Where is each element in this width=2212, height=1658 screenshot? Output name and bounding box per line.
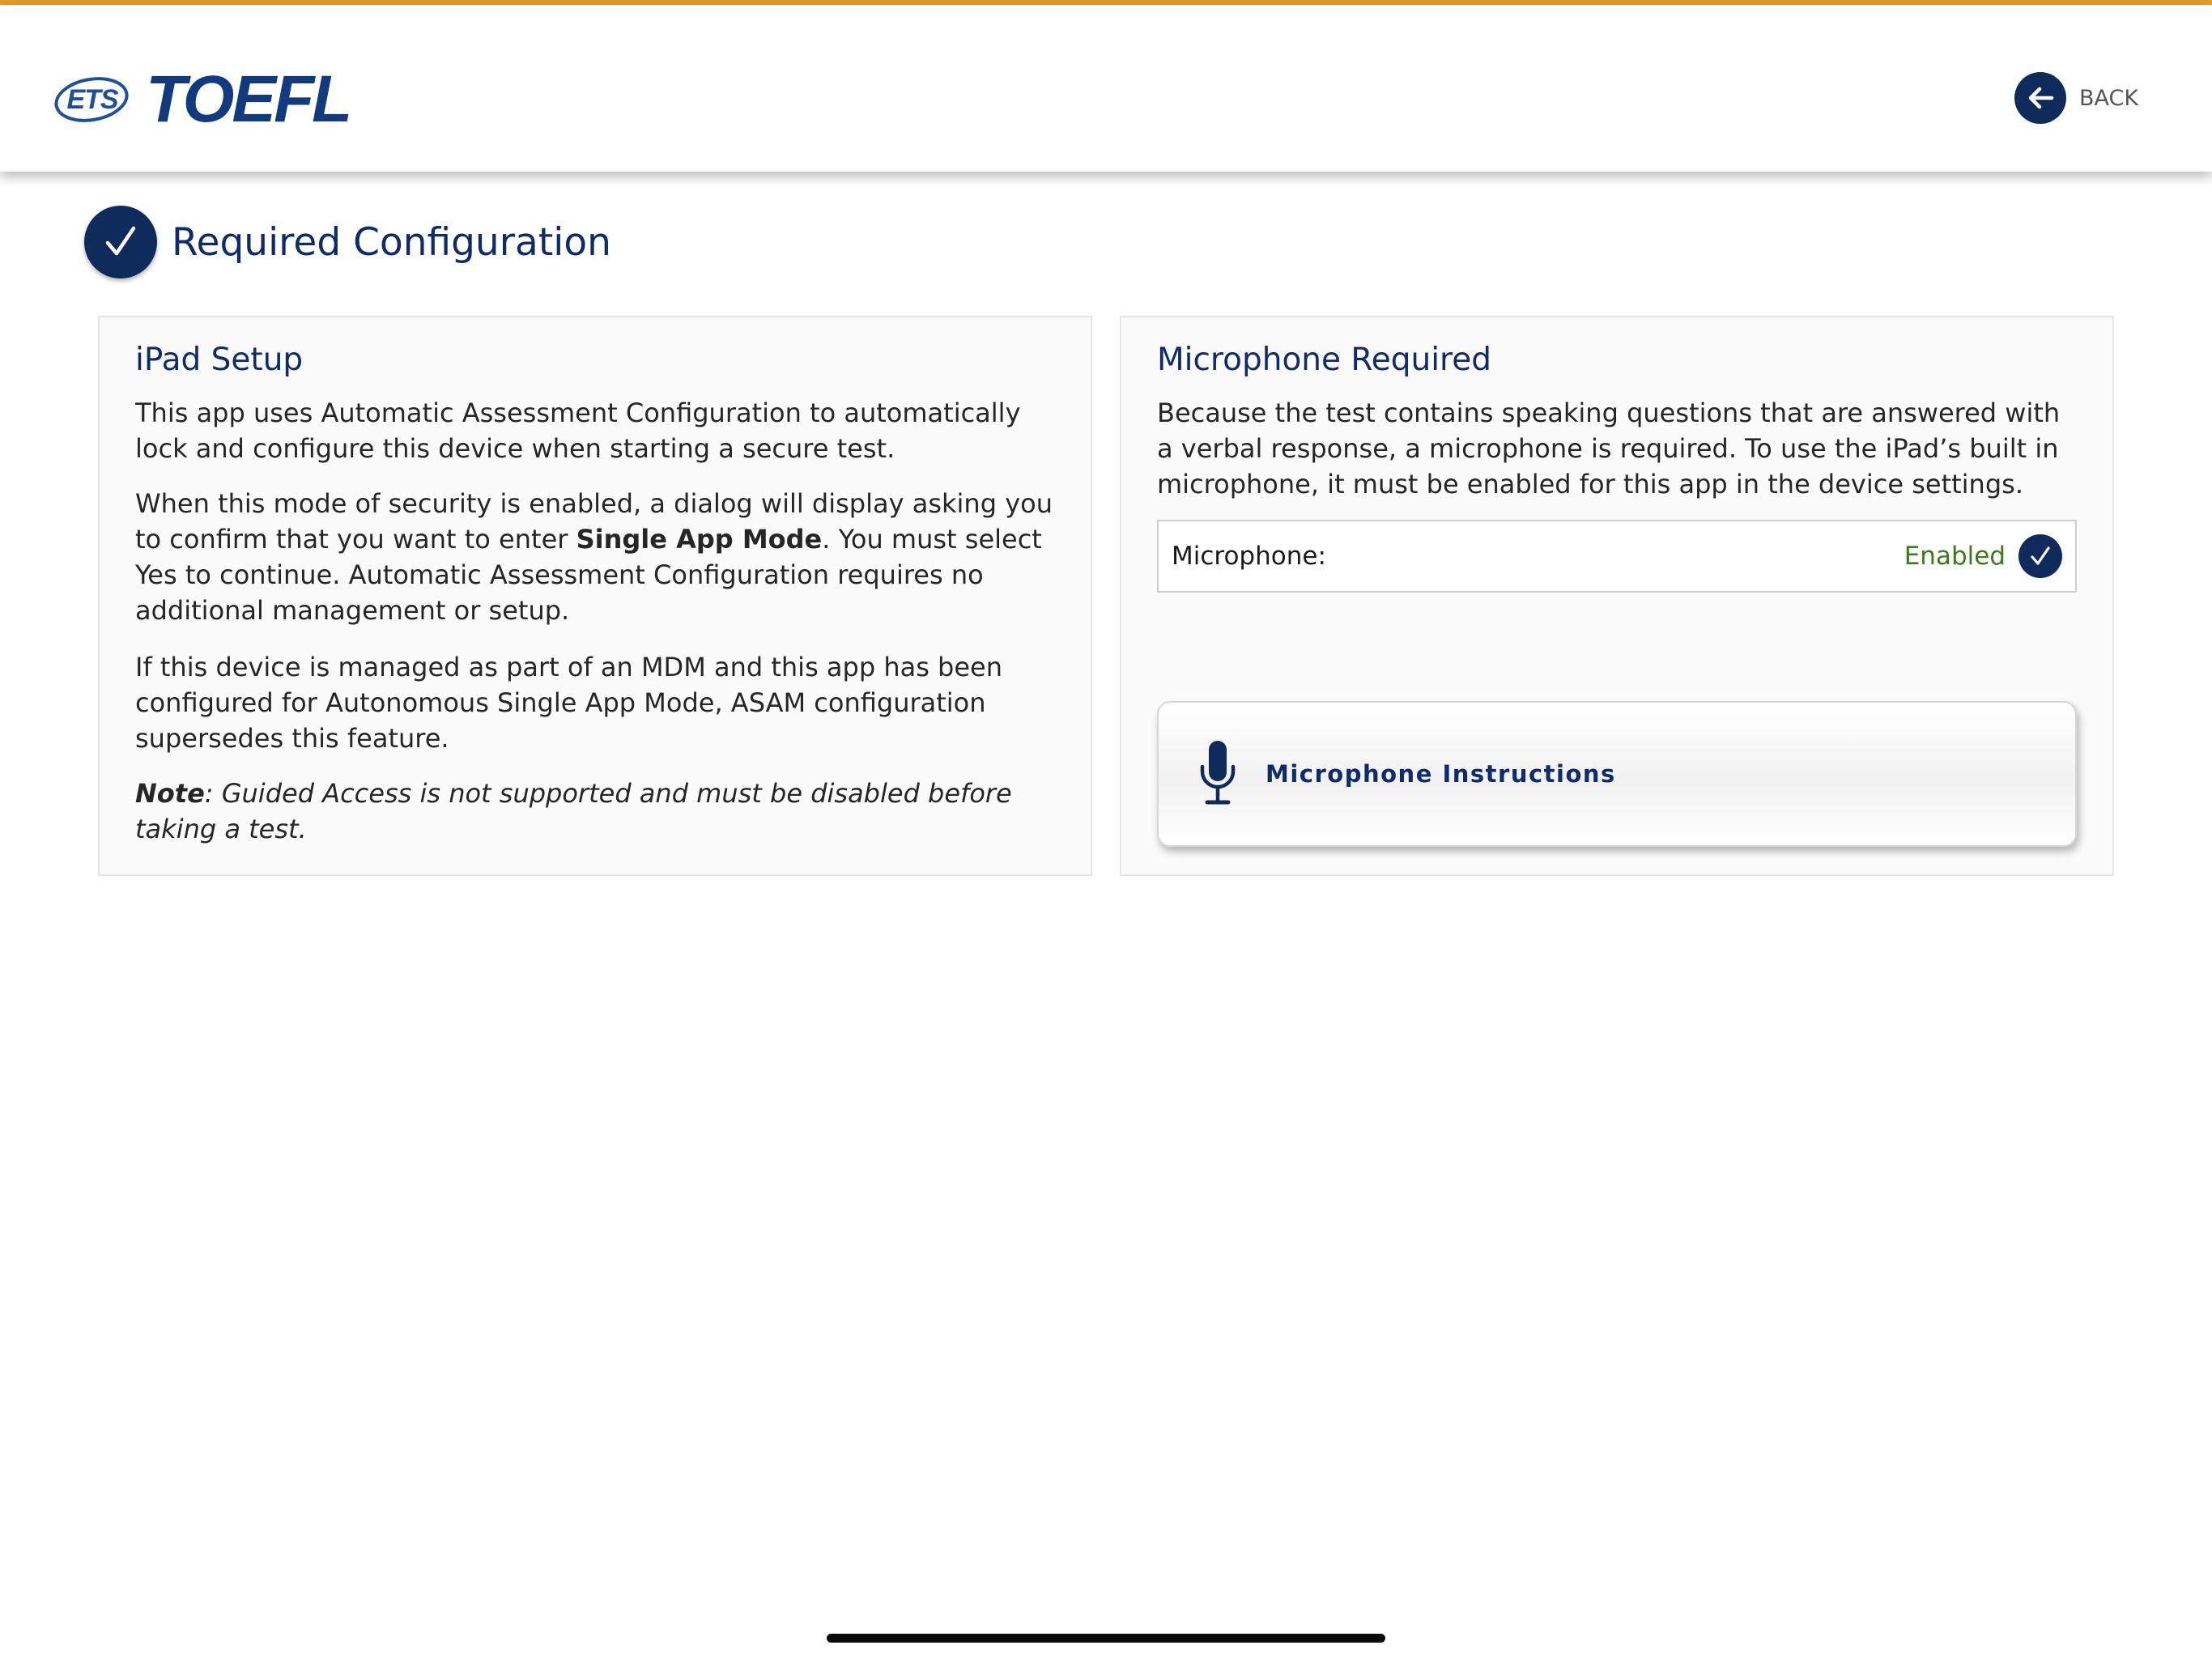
p2-text-end: . You must select Yes to continue. Automatic Assessment Configuration requires no additional management or setup. [135,524,1042,626]
ets-toefl-logo [53,63,350,136]
microphone-instructions-label: Microphone Instructions [1266,760,1616,788]
p2-text-start: When this mode of security is enabled, a dialog will display asking you to confirm that you want to enter [135,488,1053,555]
microphone-icon [1197,738,1238,810]
single-app-mode-bold: Single App Mode [576,524,823,555]
ipad-setup-panel [98,316,1092,876]
ipad-setup-heading: iPad Setup [135,342,304,378]
section-header [84,206,611,278]
app-header [0,5,2212,172]
ets-logo-text: ETS [66,83,118,115]
home-indicator[interactable] [827,1634,1385,1643]
ipad-setup-paragraph-2 [135,486,1058,628]
microphone-description: Because the test contains speaking questions that are answered with a verbal response, a microphone is required. To use the iPad’s built in microphone, it must be enabled for this app in the device settings. [1157,397,2061,500]
microphone-instructions-button[interactable] [1157,701,2077,847]
toefl-logo-text: TOEFL [146,62,351,136]
page-title: Required Configuration [172,219,611,265]
microphone-panel [1120,316,2114,876]
note-label: Note [135,778,205,809]
microphone-status-row [1157,520,2077,593]
back-arrow-icon [2014,72,2066,124]
ets-logo [53,74,131,125]
checkmark-icon [84,206,157,278]
microphone-heading: Microphone Required [1157,342,1491,378]
ipad-setup-paragraph-1: This app uses Automatic Assessment Configuration to automatically lock and configure this device when starting a secure test. [135,397,1021,464]
microphone-status-label: Microphone: [1172,542,1326,571]
ipad-setup-note [135,776,1058,847]
ipad-setup-paragraph-3: If this device is managed as part of an MDM and this app has been configured for Autonomous Single App Mode, ASAM configuration supersedes this feature. [135,652,1003,754]
back-label: BACK [2079,85,2139,111]
back-button[interactable] [2014,71,2138,125]
checkmark-icon [2018,534,2062,578]
microphone-status-value: Enabled [1904,542,2006,571]
note-text: : Guided Access is not supported and must be disabled before taking a test. [135,778,1012,844]
